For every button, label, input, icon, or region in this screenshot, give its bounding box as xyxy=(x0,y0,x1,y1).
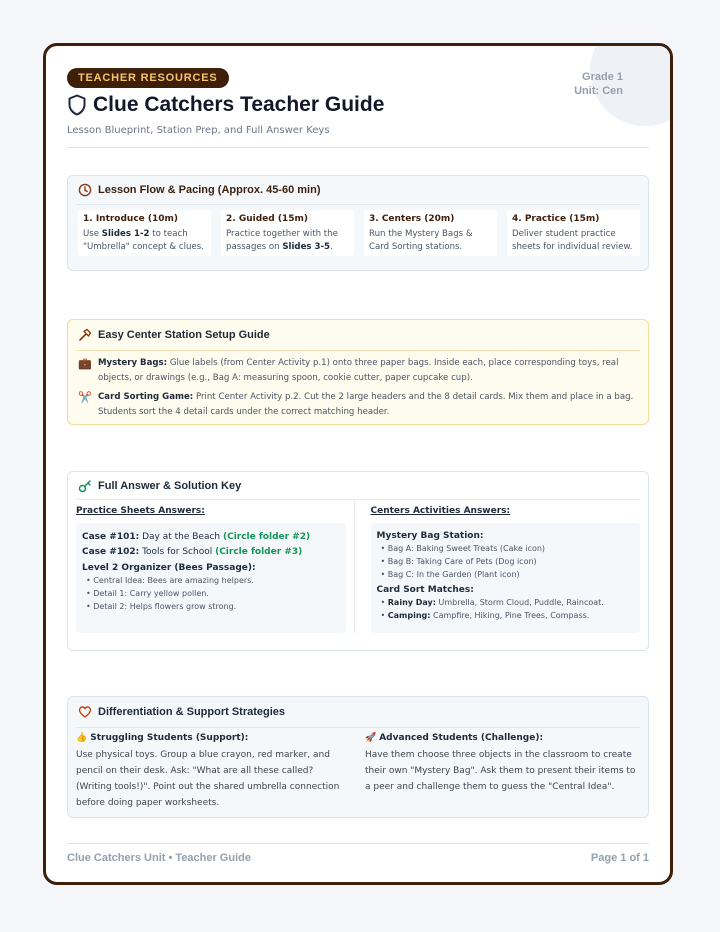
differentiation-section xyxy=(67,696,649,818)
practice-panel xyxy=(76,523,346,633)
footer-page-number: Page 1 of 1 xyxy=(590,852,649,864)
answer-key-header xyxy=(76,472,640,500)
heart-hand-icon xyxy=(78,705,92,719)
differentiation-title: Differentiation & Support Strategies xyxy=(98,706,286,718)
setup-item-card-sorting xyxy=(68,390,648,420)
differentiation-columns xyxy=(68,728,648,811)
header-divider xyxy=(67,147,649,148)
grade-unit-label xyxy=(574,70,623,98)
step-heading: 1. Introduce (10m) xyxy=(83,214,179,224)
step-heading: 2. Guided (15m) xyxy=(226,214,308,224)
lesson-flow-title: Lesson Flow & Pacing (Approx. 45-60 min) xyxy=(98,184,321,196)
clock-icon xyxy=(78,183,92,197)
struggling-text: Use physical toys. Group a blue crayon, red marker, and pencil on their desk. Ask: "What are all these called? (Writing tools!)". Point out the shared umbrella connection before doing paper worksheets. xyxy=(76,750,340,808)
list-item: • Bag B: Taking Care of Pets (Dog icon) xyxy=(380,557,537,566)
differentiation-header xyxy=(76,697,640,728)
thumbs-up-icon: 👍 xyxy=(76,733,88,743)
list-item: • Detail 1: Carry yellow pollen. xyxy=(86,589,209,598)
advanced-heading: 🚀 Advanced Students (Challenge): xyxy=(365,733,544,743)
page-title xyxy=(67,93,384,117)
step-body: Deliver student practice sheets for individual review. xyxy=(512,229,633,252)
step-card xyxy=(364,210,497,256)
step-heading: 3. Centers (20m) xyxy=(369,214,455,224)
lesson-steps xyxy=(68,205,648,256)
step-body: Run the Mystery Bags & Card Sorting stations. xyxy=(369,229,473,252)
footer-divider xyxy=(67,843,649,844)
step-card xyxy=(507,210,640,256)
unit-label: Unit: Cen xyxy=(574,85,623,97)
mystery-heading: Mystery Bag Station: xyxy=(376,531,484,541)
list-item: • Central Idea: Bees are amazing helpers. xyxy=(86,576,254,585)
setup-item-mystery-bags xyxy=(68,356,648,386)
page-subtitle: Lesson Blueprint, Station Prep, and Full Answer Keys xyxy=(67,125,330,136)
rocket-icon: 🚀 xyxy=(365,733,377,743)
step-body: Practice together with the passages on Slides 3-5. xyxy=(226,229,338,252)
teacher-guide-page xyxy=(43,43,673,885)
lesson-flow-section xyxy=(67,175,649,271)
briefcase-icon: 💼 xyxy=(78,357,92,370)
case-answer: Case #102: Tools for School (Circle folder #3) xyxy=(82,547,303,557)
answer-columns xyxy=(68,500,648,633)
sort-heading: Card Sort Matches: xyxy=(376,585,474,595)
shield-icon xyxy=(67,94,87,116)
list-item: • Rainy Day: Umbrella, Storm Cloud, Puddle, Raincoat. xyxy=(380,598,604,607)
lesson-flow-header xyxy=(76,176,640,205)
centers-answers-column xyxy=(355,500,641,633)
centers-heading: Centers Activities Answers: xyxy=(370,506,511,516)
case-answer: Case #101: Day at the Beach (Circle folder #2) xyxy=(82,532,311,542)
centers-panel xyxy=(371,523,641,633)
setup-text: Mystery Bags: Glue labels (from Center Activity p.1) onto three paper bags. Inside each, place corresponding toys, real objects, or drawings (e.g., Bag A: measuring spoon, cookie cutter, paper cupcake cup). xyxy=(98,358,619,383)
station-setup-section xyxy=(67,319,649,425)
scissors-icon: ✂️ xyxy=(78,391,92,404)
advanced-text: Have them choose three objects in the classroom to create their own "Mystery Bag". Ask them to present their items to a peer and challenge them to guess the "Central Idea". xyxy=(365,750,636,792)
practice-answers-column xyxy=(76,500,355,633)
answer-key-title: Full Answer & Solution Key xyxy=(98,479,242,492)
title-text: Clue Catchers Teacher Guide xyxy=(93,93,385,116)
list-item: • Camping: Campfire, Hiking, Pine Trees, Compass. xyxy=(380,611,590,620)
setup-header xyxy=(76,320,640,351)
setup-title: Easy Center Station Setup Guide xyxy=(98,329,270,341)
footer-unit: Clue Catchers Unit • Teacher Guide xyxy=(67,852,251,864)
struggling-column xyxy=(76,728,351,811)
setup-text: Card Sorting Game: Print Center Activity p.2. Cut the 2 large headers and the 8 detail cards. Mix them and place in a bag. Students sort the 4 detail cards under the correct matching header. xyxy=(98,392,634,417)
practice-heading: Practice Sheets Answers: xyxy=(76,506,205,516)
step-heading: 4. Practice (15m) xyxy=(512,214,600,224)
list-item: • Bag C: In the Garden (Plant icon) xyxy=(380,570,520,579)
answer-key-section xyxy=(67,471,649,651)
grade-label: Grade 1 xyxy=(582,71,623,83)
step-card xyxy=(221,210,354,256)
organizer-heading: Level 2 Organizer (Bees Passage): xyxy=(82,563,256,573)
struggling-heading: 👍 Struggling Students (Support): xyxy=(76,733,249,743)
hammer-icon xyxy=(78,328,92,342)
step-body: Use Slides 1-2 to teach "Umbrella" concept & clues. xyxy=(83,229,204,252)
advanced-column xyxy=(365,728,640,811)
teacher-resources-badge: TEACHER RESOURCES xyxy=(67,68,229,88)
step-card xyxy=(78,210,211,256)
list-item: • Bag A: Baking Sweet Treats (Cake icon) xyxy=(380,544,546,553)
list-item: • Detail 2: Helps flowers grow strong. xyxy=(86,602,237,611)
key-icon xyxy=(78,479,92,493)
